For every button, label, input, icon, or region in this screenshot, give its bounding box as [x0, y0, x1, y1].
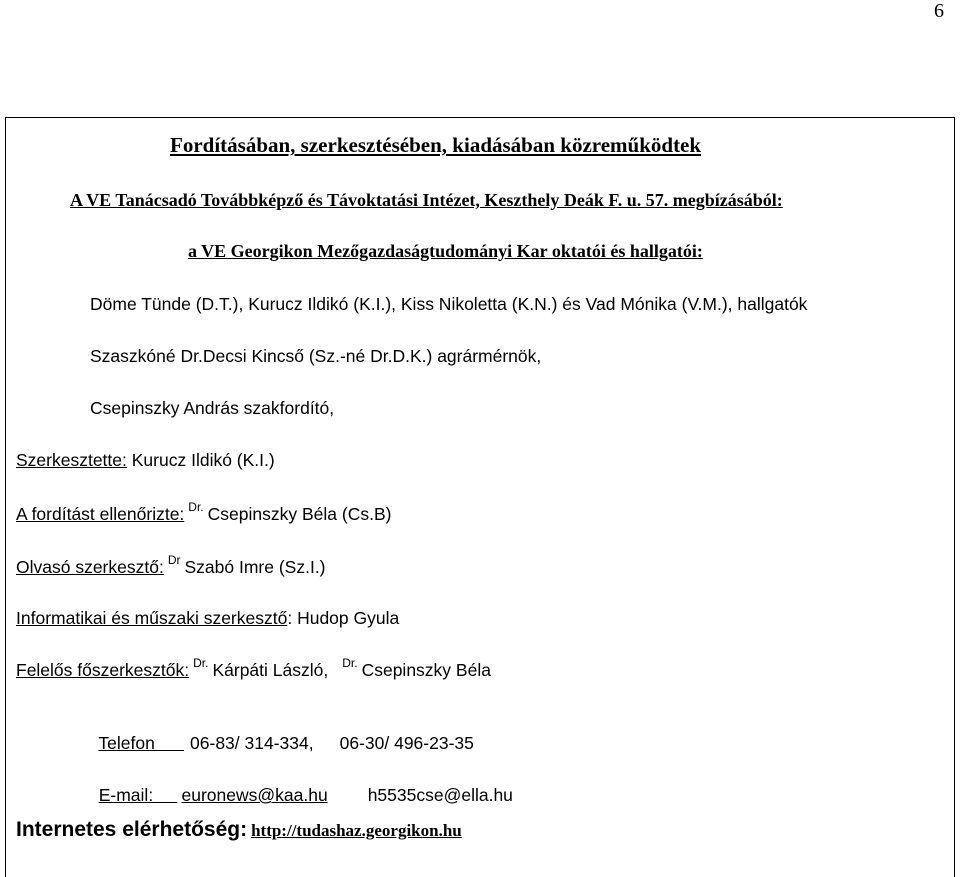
- email-label: E-mail:: [98, 785, 178, 805]
- engineer-line: Szaszkóné Dr.Decsi Kincső (Sz.-né Dr.D.K.) agrármérnök,: [90, 346, 542, 366]
- web-line: [16, 818, 462, 842]
- reader-label: Olvasó szerkesztő:: [16, 557, 164, 577]
- editor-label: Szerkesztette:: [16, 450, 127, 470]
- reader-value: Szabó Imre (Sz.I.): [184, 557, 326, 577]
- checker-line: [16, 500, 392, 525]
- phone-line: [89, 712, 474, 754]
- chief-editors-label: Felelős főszerkesztők:: [16, 660, 190, 680]
- students-line: Döme Tünde (D.T.), Kurucz Ildikó (K.I.), Kiss Nikoletta (K.N.) és Vad Mónika (V.M.), hallgatók: [90, 294, 808, 314]
- email-value-2: h5535cse@ella.hu: [367, 785, 513, 805]
- chief-editor-2-title: Dr.: [342, 656, 358, 670]
- tech-editor-label: Informatikai és műszaki szerkesztő: [16, 608, 288, 628]
- web-label: Internetes elérhetőség:: [16, 818, 248, 841]
- credits-heading: Fordításában, szerkesztésében, kiadásában közreműködtek: [170, 133, 702, 157]
- page-number: 6: [934, 0, 944, 22]
- translator-line: Csepinszky András szakfordító,: [90, 398, 335, 418]
- chief-editor-1-name: Kárpáti László,: [212, 660, 329, 680]
- chief-editors-line: [16, 656, 491, 681]
- tech-editor-line: [16, 608, 399, 629]
- checker-title: Dr.: [188, 500, 204, 514]
- editor-value: Kurucz Ildikó (K.I.): [126, 450, 275, 470]
- email-value-1[interactable]: euronews@kaa.hu: [181, 785, 328, 805]
- checker-label: A fordítást ellenőrizte:: [16, 504, 185, 524]
- editor-line: [16, 450, 275, 471]
- reader-title: Dr: [167, 553, 181, 567]
- tech-editor-value: : Hudop Gyula: [287, 608, 400, 628]
- reader-line: [16, 553, 326, 578]
- email-line: [89, 764, 513, 806]
- commissioner-line: A VE Tanácsadó Továbbképző és Távoktatási Intézet, Keszthely Deák F. u. 57. megbízásából:: [70, 190, 783, 210]
- phone-label: Telefon: [98, 733, 185, 753]
- faculty-line: a VE Georgikon Mezőgazdaságtudományi Kar oktatói és hallgatói:: [188, 241, 703, 261]
- phone-value-2: 06-30/ 496-23-35: [339, 733, 474, 753]
- checker-value: Csepinszky Béla (Cs.B): [207, 504, 392, 524]
- phone-value-1: 06-83/ 314-334,: [190, 733, 314, 753]
- credits-frame: [5, 117, 955, 877]
- chief-editor-2-name: Csepinszky Béla: [361, 660, 491, 680]
- web-link[interactable]: http://tudashaz.georgikon.hu: [251, 821, 462, 840]
- chief-editor-1-title: Dr.: [193, 656, 209, 670]
